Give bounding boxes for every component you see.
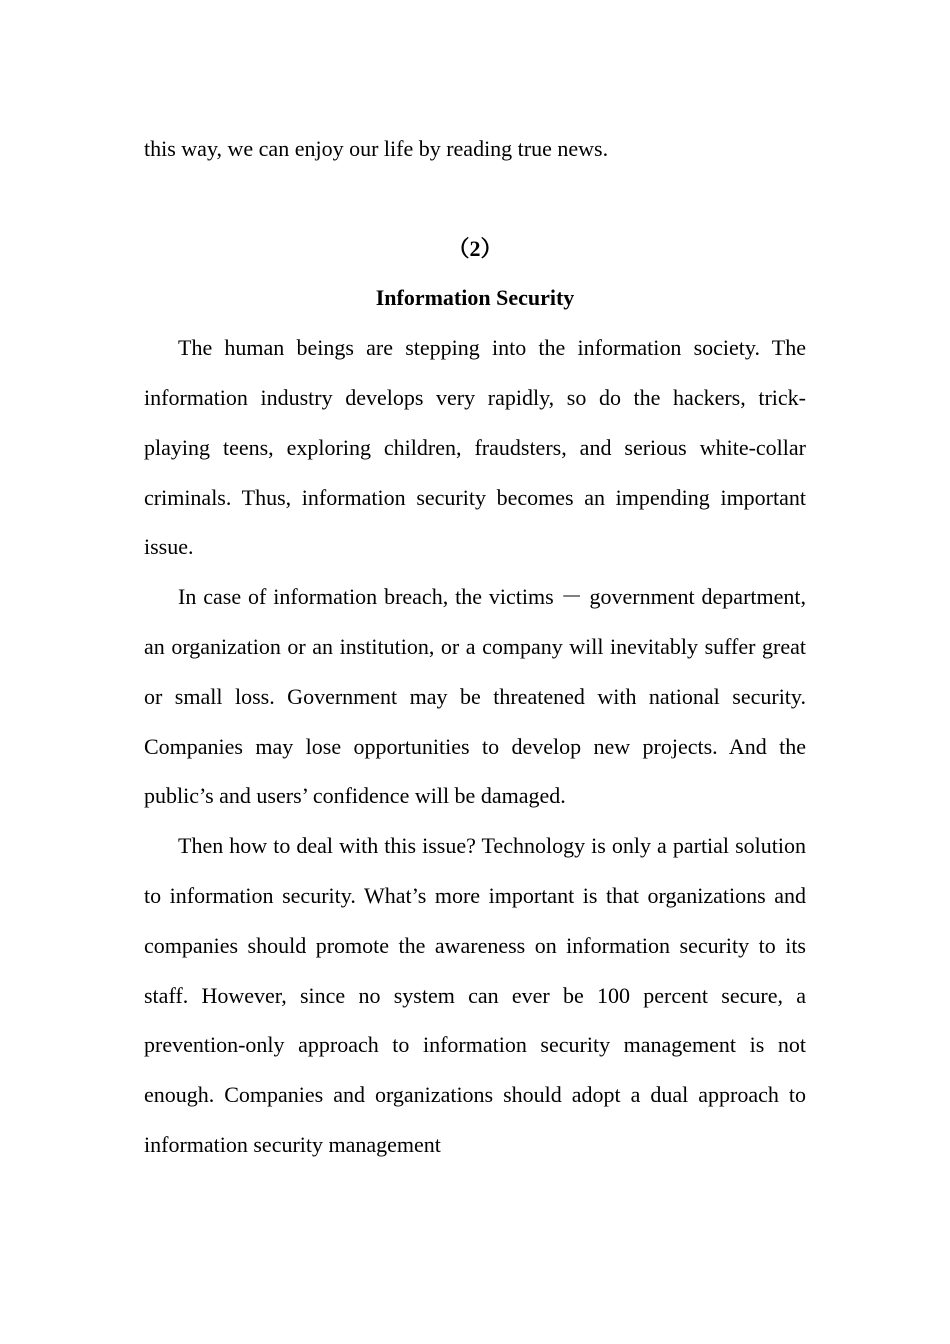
paragraph-2: In case of information breach, the victims － government department, an organization or an institution, or a company will inevitably suffer great or small loss. Government may be threatened with national security. Companies may lose opportunities to develop new projects. And the public’s and users’ confidence will be damaged.: [144, 584, 806, 809]
section-number: （2）: [447, 235, 503, 261]
paragraph-1: The human beings are stepping into the information society. The information industry develops very rapidly, so do the hackers, trick-playing teens, exploring children, fraudsters, and serious white-collar criminals. Thus, information security becomes an impending important issue.: [144, 335, 806, 560]
page-content: [144, 124, 806, 1170]
carryover-line: this way, we can enjoy our life by reading true news.: [144, 136, 609, 161]
section-spacer: [144, 174, 806, 224]
section-title: Information Security: [375, 285, 575, 311]
paragraph-3: Then how to deal with this issue? Technology is only a partial solution to information security. What’s more important is that organizations and companies should promote the awareness on information security to its staff. However, since no system can ever be 100 percent secure, a prevention-only approach to information security management is not enough. Companies and organizations should adopt a dual approach to information security management: [144, 833, 806, 1157]
